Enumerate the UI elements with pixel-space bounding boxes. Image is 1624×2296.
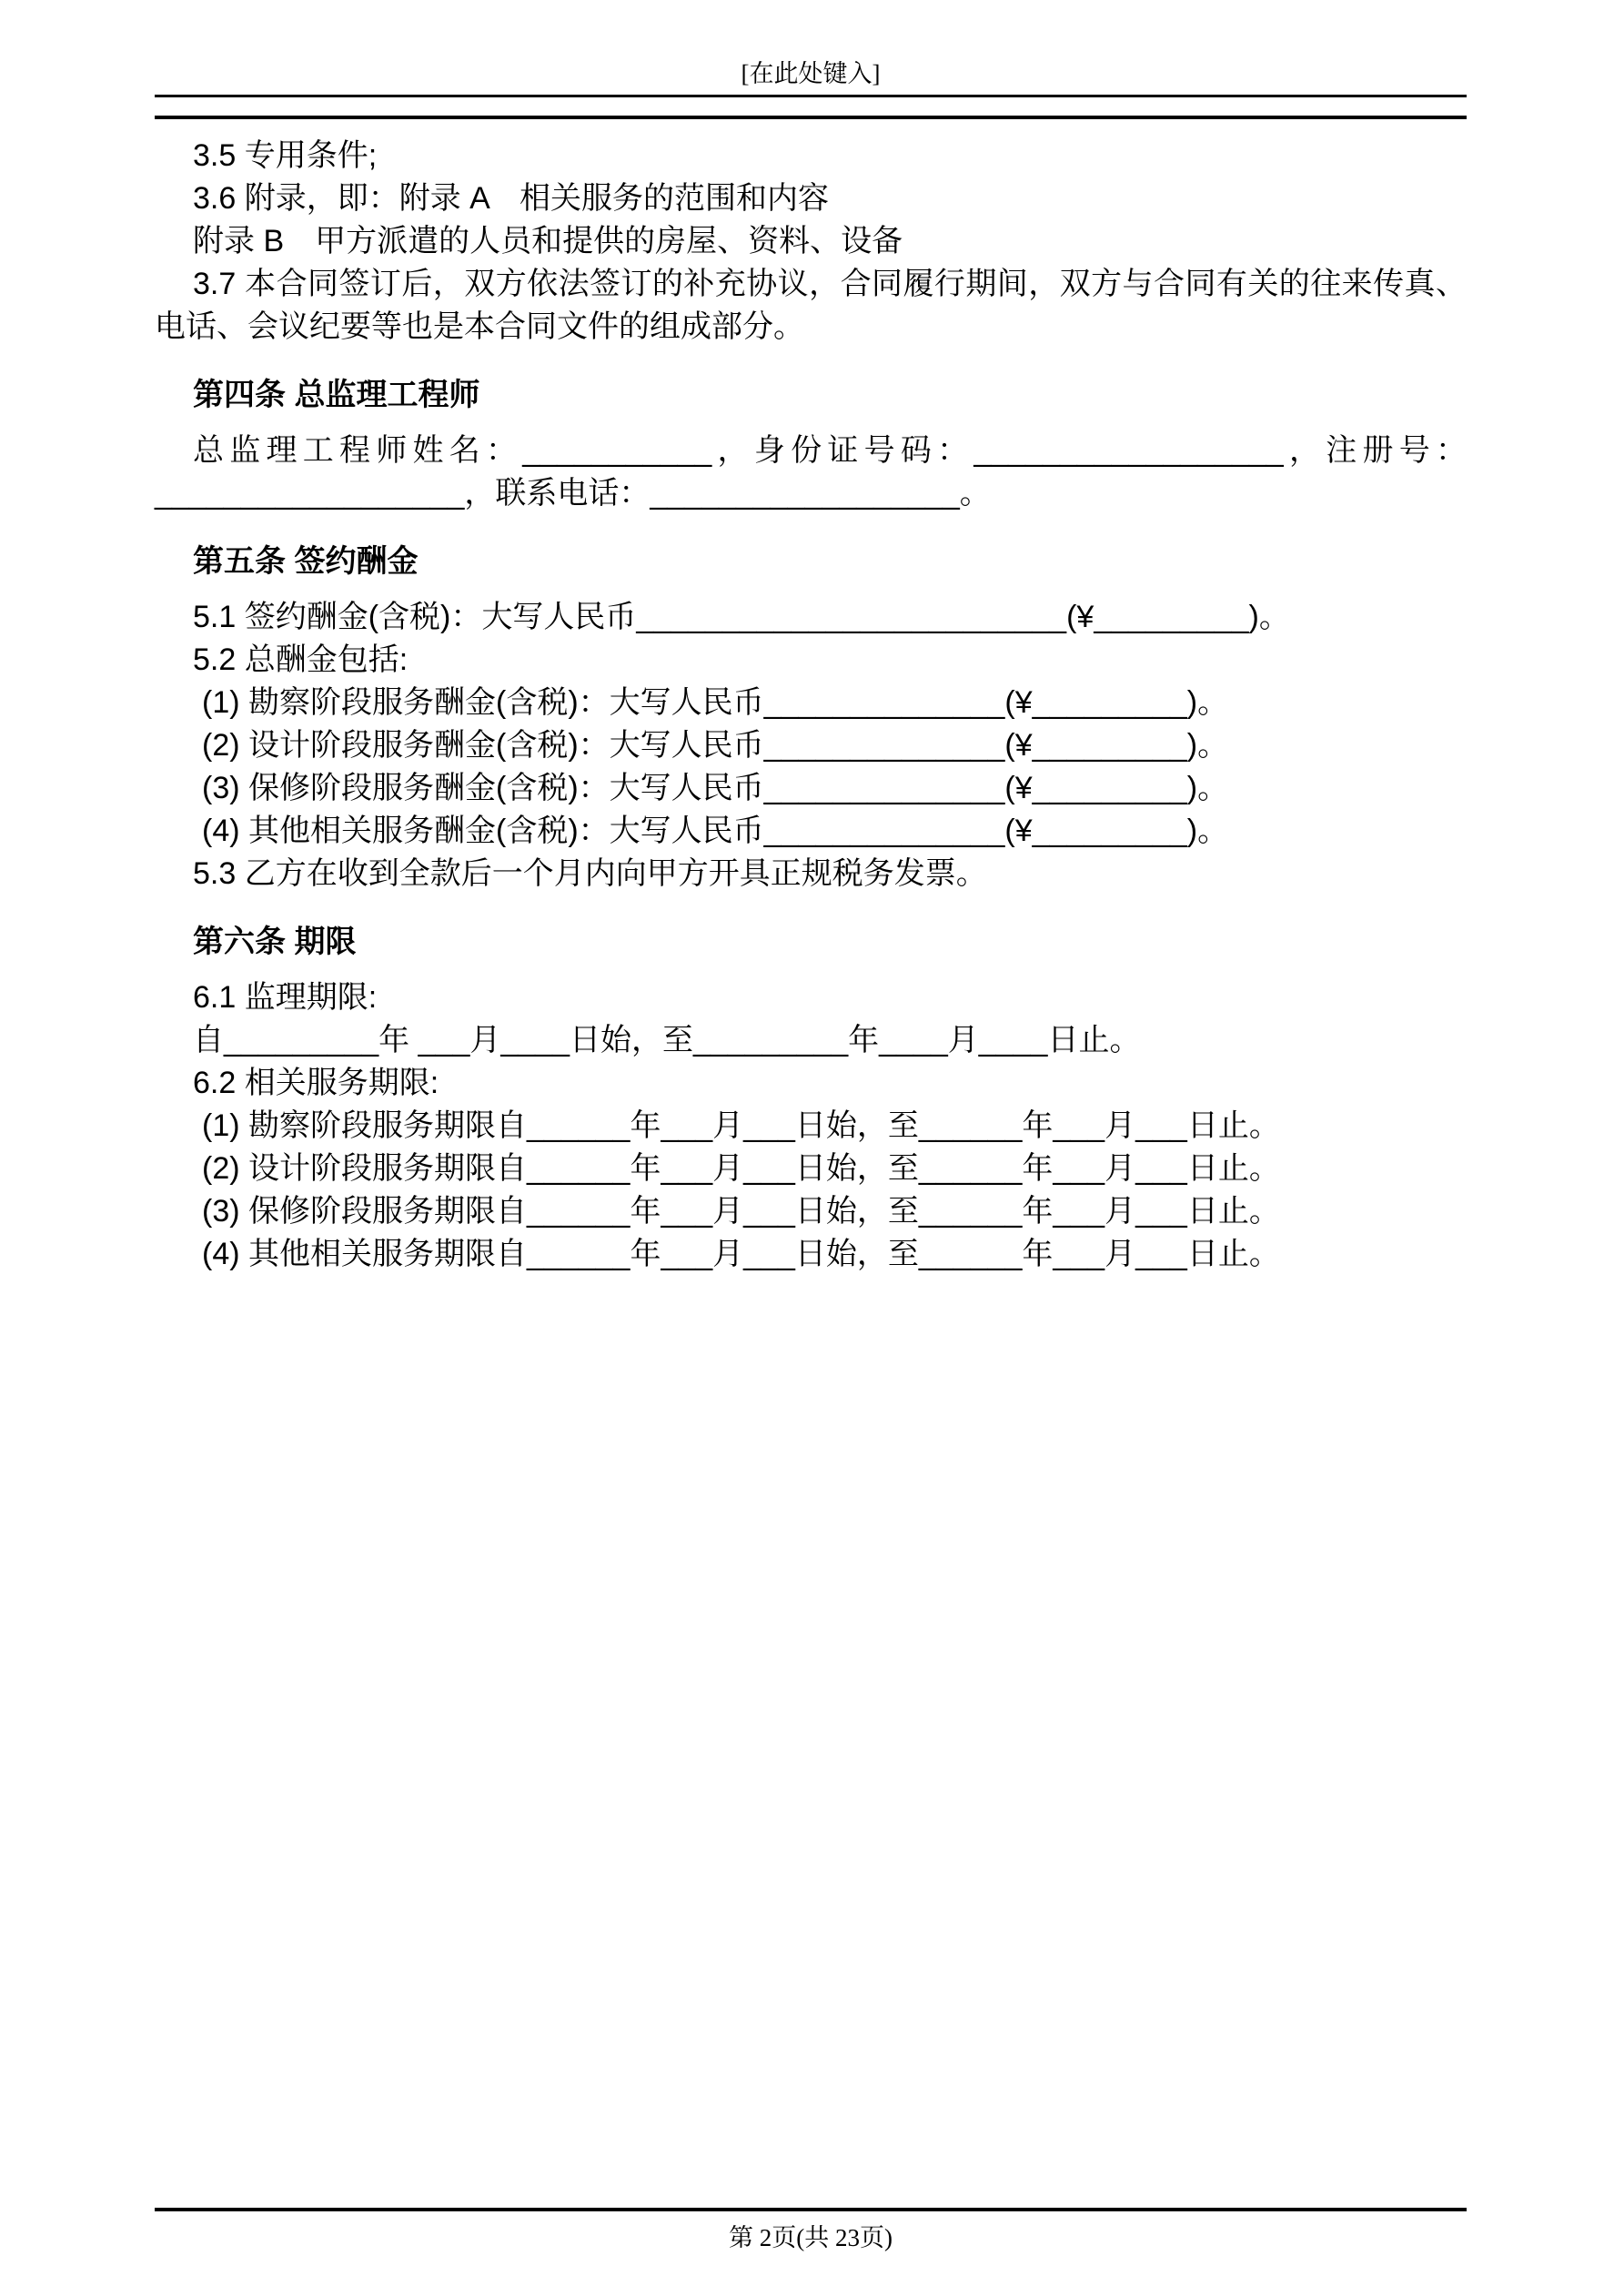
page-number: 第 2页(共 23页) bbox=[729, 2224, 893, 2251]
header-rule-bottom bbox=[155, 116, 1467, 119]
clause-5-2-item-3: (3) 保修阶段服务酬金(含税)：大写人民币______________(¥_________)。 bbox=[202, 771, 1229, 805]
clause-3-5: 3.5 专用条件; bbox=[193, 138, 378, 173]
clause-3-7: 3.7 本合同签订后，双方依法签订的补充协议，合同履行期间，双方与合同有关的往来传真、电话、会议纪要等也是本合同文件的组成部分。 bbox=[155, 267, 1467, 344]
header-rule-top bbox=[155, 95, 1467, 97]
appendix-b: 附录 B 甲方派遣的人员和提供的房屋、资料、设备 bbox=[193, 224, 903, 258]
clause-6-2-item-4: (4) 其他相关服务期限自______年___月___日始，至______年___月___日止。 bbox=[202, 1237, 1280, 1271]
clause-3-6: 3.6 附录，即：附录 A 相关服务的范围和内容 bbox=[193, 181, 829, 216]
clause-5-2: 5.2 总酬金包括: bbox=[193, 642, 409, 677]
article-5-heading: 第五条 签约酬金 bbox=[193, 544, 419, 579]
clause-5-1: 5.1 签约酬金(含税)：大写人民币_________________________(¥_________)。 bbox=[193, 600, 1290, 634]
clause-6-2: 6.2 相关服务期限: bbox=[193, 1066, 439, 1100]
header-placeholder-text: [在此处键入] bbox=[741, 60, 881, 87]
clause-6-2-item-3: (3) 保修阶段服务期限自______年___月___日始，至______年___月___日止。 bbox=[202, 1194, 1280, 1229]
clause-6-2-item-2: (2) 设计阶段服务期限自______年___月___日始，至______年___月___日止。 bbox=[202, 1151, 1280, 1186]
clause-6-1-dates: 自_________年 ___月____日始，至_________年____月____日止。 bbox=[193, 1023, 1141, 1057]
article-6-heading: 第六条 期限 bbox=[193, 925, 357, 959]
page-header bbox=[155, 56, 1467, 97]
clause-5-2-item-4: (4) 其他相关服务酬金(含税)：大写人民币______________(¥_________)。 bbox=[202, 814, 1229, 848]
footer-rule bbox=[155, 2208, 1467, 2211]
clause-6-1: 6.1 监理期限: bbox=[193, 980, 378, 1015]
clause-5-3: 5.3 乙方在收到全款后一个月内向甲方开具正规税务发票。 bbox=[193, 856, 987, 891]
clause-5-2-item-1: (1) 勘察阶段服务酬金(含税)：大写人民币______________(¥_________)。 bbox=[202, 685, 1229, 720]
document-body bbox=[155, 135, 1467, 1276]
clause-6-2-item-1: (1) 勘察阶段服务期限自______年___月___日始，至______年___月___日止。 bbox=[202, 1108, 1280, 1143]
article-4-heading: 第四条 总监理工程师 bbox=[193, 378, 480, 412]
article-4-body: 总监理工程师姓名：___________，身份证号码：__________________，注册号：__________________，联系电话：__________________。 bbox=[155, 433, 1467, 511]
clause-5-2-item-2: (2) 设计阶段服务酬金(含税)：大写人民币______________(¥_________)。 bbox=[202, 728, 1229, 763]
